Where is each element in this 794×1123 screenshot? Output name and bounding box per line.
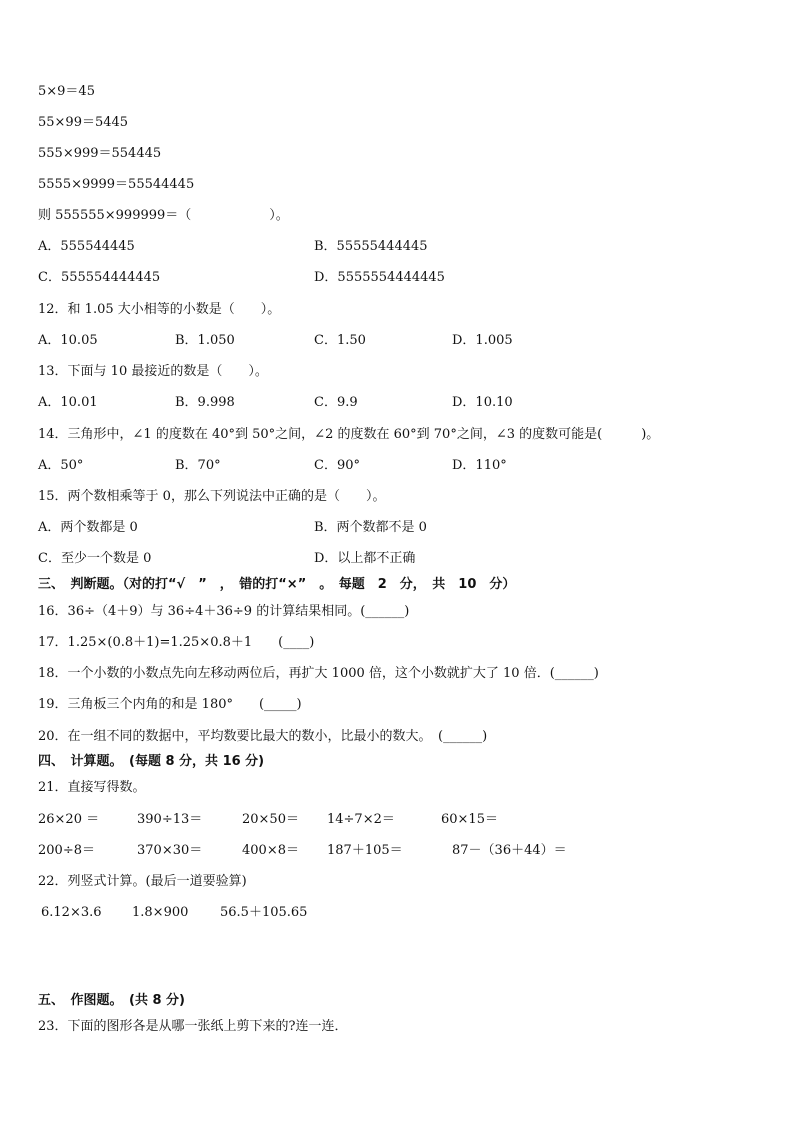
pattern-line-3: 555×999＝554445 [38, 146, 162, 161]
q11-option-a: A．555544445 [38, 239, 135, 254]
q17: 17．1.25×(0.8＋1)=1.25×0.8＋1 (____) [38, 635, 315, 650]
q12-option-a: A．10.05 [38, 333, 98, 348]
q16: 16．36÷（4＋9）与 36÷4＋36÷9 的计算结果相同。(______) [38, 604, 410, 619]
q14-option-b: B．70° [175, 458, 221, 473]
q13-option-d: D．10.10 [452, 395, 513, 410]
q21-r1-1: 26×20 ＝ [38, 812, 100, 827]
section-3-heading: 三、 判断题。（对的打“√ ” ， 错的打“×” 。 每题 2 分， 共 10 分） [38, 577, 516, 592]
section-4-heading: 四、 计算题。 (每题 8 分，共 16 分) [38, 754, 265, 769]
q21-r2-5: 87－（36＋44）＝ [452, 843, 567, 858]
q21-r2-2: 370×30＝ [137, 843, 203, 858]
q22-item-2: 1.8×900 [132, 905, 189, 920]
q23-stem: 23．下面的图形各是从哪一张纸上剪下来的?连一连． [38, 1019, 348, 1034]
q12-option-c: C．1.50 [314, 333, 366, 348]
q19: 19．三角板三个内角的和是 180° (_____) [38, 697, 302, 712]
q14-option-a: A．50° [38, 458, 84, 473]
q14-stem: 14．三角形中，∠1 的度数在 40°到 50°之间，∠2 的度数在 60°到 70°之间，∠3 的度数可能是( )。 [38, 427, 660, 442]
q13-option-a: A．10.01 [38, 395, 98, 410]
q12-option-b: B．1.050 [175, 333, 235, 348]
q13-stem: 13．下面与 10 最接近的数是（ ）。 [38, 364, 268, 379]
q15-option-a: A．两个数都是 0 [38, 520, 138, 535]
q13-option-b: B．9.998 [175, 395, 235, 410]
q20: 20．在一组不同的数据中，平均数要比最大的数小，比最小的数大。 (______) [38, 729, 488, 744]
q22-item-1: 6.12×3.6 [41, 905, 102, 920]
q18: 18．一个小数的小数点先向左移动两位后，再扩大 1000 倍，这个小数就扩大了 10 倍．(______) [38, 666, 599, 681]
q21-r1-3: 20×50＝ [242, 812, 299, 827]
q22-item-3: 56.5＋105.65 [220, 905, 308, 920]
q12-option-d: D．1.005 [452, 333, 513, 348]
q11-option-d: D．5555554444445 [314, 270, 445, 285]
q13-option-c: C．9.9 [314, 395, 358, 410]
q11-stem: 则 555555×999999＝（ ）。 [38, 208, 289, 223]
pattern-line-2: 55×99＝5445 [38, 115, 129, 130]
q21-stem: 21．直接写得数。 [38, 780, 146, 795]
pattern-line-1: 5×9＝45 [38, 84, 95, 99]
q15-option-c: C．至少一个数是 0 [38, 551, 152, 566]
section-5-heading: 五、 作图题。 (共 8 分) [38, 993, 185, 1008]
q21-r1-5: 60×15＝ [441, 812, 498, 827]
q12-stem: 12．和 1.05 大小相等的小数是（ ）。 [38, 302, 281, 317]
pattern-line-4: 5555×9999＝55544445 [38, 177, 195, 192]
q11-option-c: C．555554444445 [38, 270, 161, 285]
q21-r1-4: 14÷7×2＝ [327, 812, 395, 827]
q21-r2-1: 200÷8＝ [38, 843, 95, 858]
q14-option-d: D．110° [452, 458, 507, 473]
q21-r2-4: 187＋105＝ [327, 843, 403, 858]
q14-option-c: C．90° [314, 458, 360, 473]
q15-stem: 15．两个数相乘等于 0，那么下列说法中正确的是（ ）。 [38, 489, 386, 504]
q21-r1-2: 390÷13＝ [137, 812, 203, 827]
q15-option-d: D．以上都不正确 [314, 551, 416, 566]
q11-option-b: B．55555444445 [314, 239, 428, 254]
q15-option-b: B．两个数都不是 0 [314, 520, 427, 535]
q21-r2-3: 400×8＝ [242, 843, 299, 858]
q22-stem: 22．列竖式计算。(最后一道要验算) [38, 874, 247, 889]
